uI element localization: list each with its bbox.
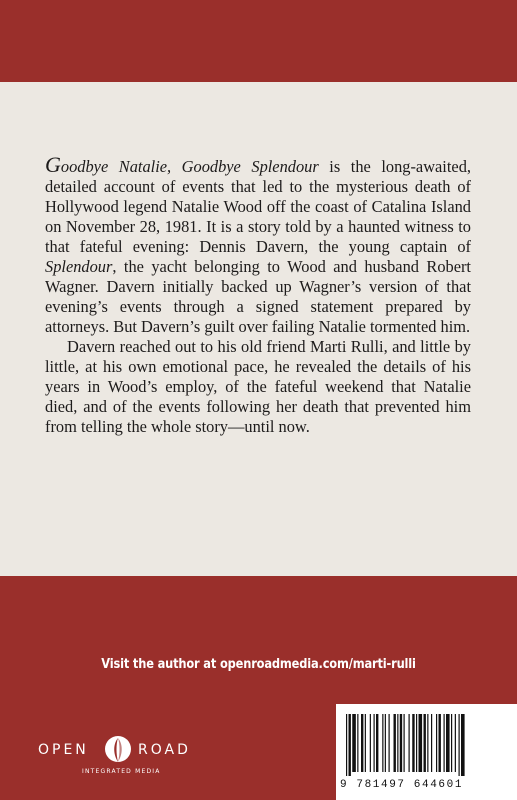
barcode-bar xyxy=(361,714,363,772)
barcode-bar xyxy=(400,714,402,772)
barcode-bar xyxy=(419,714,423,772)
barcode-bar xyxy=(416,714,417,772)
open-road-mark-icon xyxy=(104,732,132,766)
barcode-bar xyxy=(385,714,386,772)
barcode-bar xyxy=(439,714,441,772)
publisher-logo xyxy=(38,732,208,782)
author-website-text: Visit the author at openroadmedia.com/marti-rulli xyxy=(101,657,416,672)
barcode-bar xyxy=(404,714,405,772)
blurb-paragraph-1 xyxy=(45,152,471,337)
barcode-bar xyxy=(431,714,432,772)
barcode-bar xyxy=(352,714,356,772)
barcode-bar xyxy=(357,714,358,772)
barcode-bar xyxy=(349,714,351,776)
barcode-box xyxy=(336,704,517,800)
book-title: oodbye Natalie, Goodbye Splendour xyxy=(60,157,319,176)
barcode-bar xyxy=(412,714,414,772)
yacht-name: Splendour xyxy=(45,257,113,276)
barcode-bar xyxy=(389,714,390,772)
barcode-bar xyxy=(436,714,437,772)
barcode-bar xyxy=(451,714,452,772)
title-first-letter: G xyxy=(45,152,61,177)
logo-subtitle: INTEGRATED MEDIA xyxy=(82,768,161,775)
barcode-bar xyxy=(446,714,450,772)
barcode-bar xyxy=(461,714,465,776)
barcode-bar xyxy=(424,714,426,772)
top-color-band xyxy=(0,0,517,82)
logo-word-road: ROAD xyxy=(138,742,191,758)
barcode-bar xyxy=(376,714,378,772)
barcode-bar xyxy=(409,714,410,772)
barcode-graphic xyxy=(344,714,509,776)
barcode-bar xyxy=(427,714,428,772)
logo-word-open: OPEN xyxy=(38,742,89,758)
barcode-bar xyxy=(370,714,371,772)
barcode-bar xyxy=(455,714,456,772)
blurb-paragraph-2: Davern reached out to his old friend Marti Rulli, and little by little, at his own emotional pace, he revealed the details of his years in Wood’s employ, of the fateful weekend that Natalie died, and of the events following her death that prevented him from telling the whole story—until now. xyxy=(45,337,471,436)
isbn-number: 9 781497 644601 xyxy=(340,779,464,791)
barcode-bar xyxy=(374,714,375,772)
back-cover-blurb xyxy=(45,152,471,437)
blurb-text-1: is the long-awaited, detailed account of events that led to the mysterious death of Hollywood legend Natalie Wood off the coast of Catalina Island on November 28, 1981. It is a story told by a haunted witness to that fateful evening: Dennis Davern, the young captain of xyxy=(45,157,471,256)
blurb-text-2: , the yacht belonging to Wood and husband Robert Wagner. Davern initially backed up Wagner’s version of that evening’s events through a signed statement prepared by attorneys. But Davern’s guilt over failing Natalie tormented him. xyxy=(45,257,471,336)
barcode-bar xyxy=(397,714,398,772)
barcode-bar xyxy=(444,714,445,772)
barcode-bar xyxy=(346,714,347,776)
barcode-bar xyxy=(365,714,366,772)
barcode-bar xyxy=(459,714,460,776)
barcode-bar xyxy=(394,714,396,772)
barcode-bar xyxy=(382,714,383,772)
